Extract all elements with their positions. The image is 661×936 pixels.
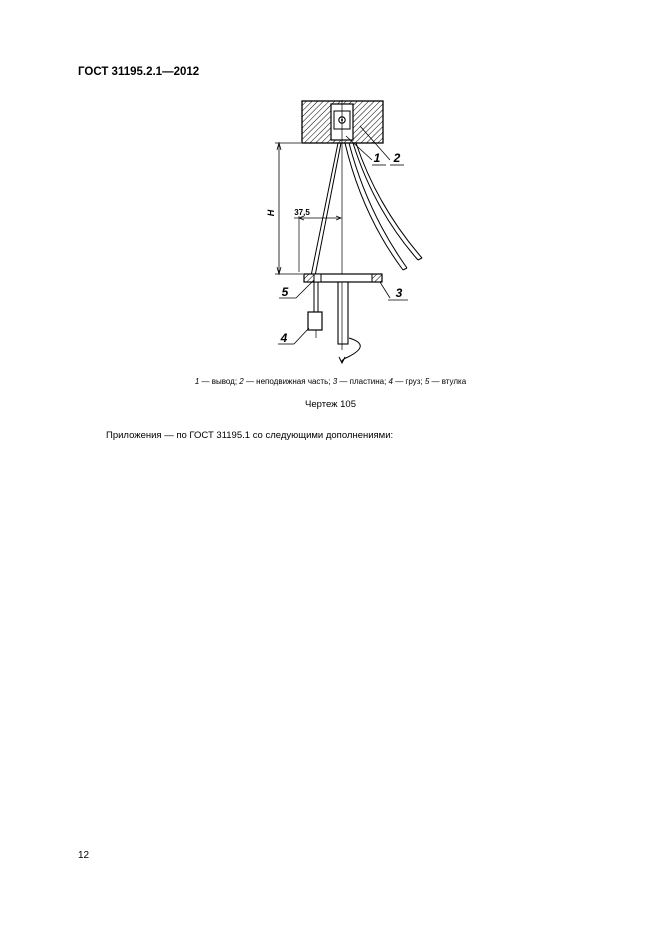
page-number: 12 — [78, 850, 90, 861]
svg-text:3: 3 — [395, 286, 403, 300]
figure-caption: Чертеж 105 — [305, 399, 356, 410]
legend-text-3: — пластина; — [337, 377, 389, 386]
figure-legend — [0, 377, 661, 386]
callout-4 — [278, 328, 309, 345]
legend-text-2: — неподвижная часть; — [243, 377, 333, 386]
lead-wires — [311, 143, 422, 276]
appendix-paragraph: Приложения — по ГОСТ 31195.1 со следующими дополнениями: — [106, 430, 394, 441]
legend-num-4: 4 — [388, 377, 393, 386]
svg-text:4: 4 — [280, 331, 288, 345]
dimension-h-label: H — [266, 209, 276, 217]
callout-5 — [279, 280, 314, 299]
svg-text:2: 2 — [393, 151, 401, 165]
legend-num-1: 1 — [194, 377, 200, 386]
document-header: ГОСТ 31195.2.1—2012 — [78, 66, 200, 78]
weight — [308, 282, 322, 338]
technical-drawing — [262, 94, 442, 374]
legend-num-5: 5 — [424, 377, 430, 386]
legend-text-5: — втулка — [429, 377, 467, 386]
legend-text-4: — груз; — [392, 377, 425, 386]
shaft — [338, 282, 348, 350]
legend-text-1: — вывод; — [199, 377, 240, 386]
svg-text:1: 1 — [373, 151, 381, 165]
plate — [304, 274, 382, 282]
dimension-offset-label: 37,5 — [294, 208, 310, 217]
callout-3 — [380, 282, 408, 300]
fixed-part — [302, 101, 383, 143]
svg-text:5: 5 — [281, 285, 289, 299]
legend-num-2: 2 — [239, 377, 244, 386]
legend-num-3: 3 — [332, 377, 338, 386]
